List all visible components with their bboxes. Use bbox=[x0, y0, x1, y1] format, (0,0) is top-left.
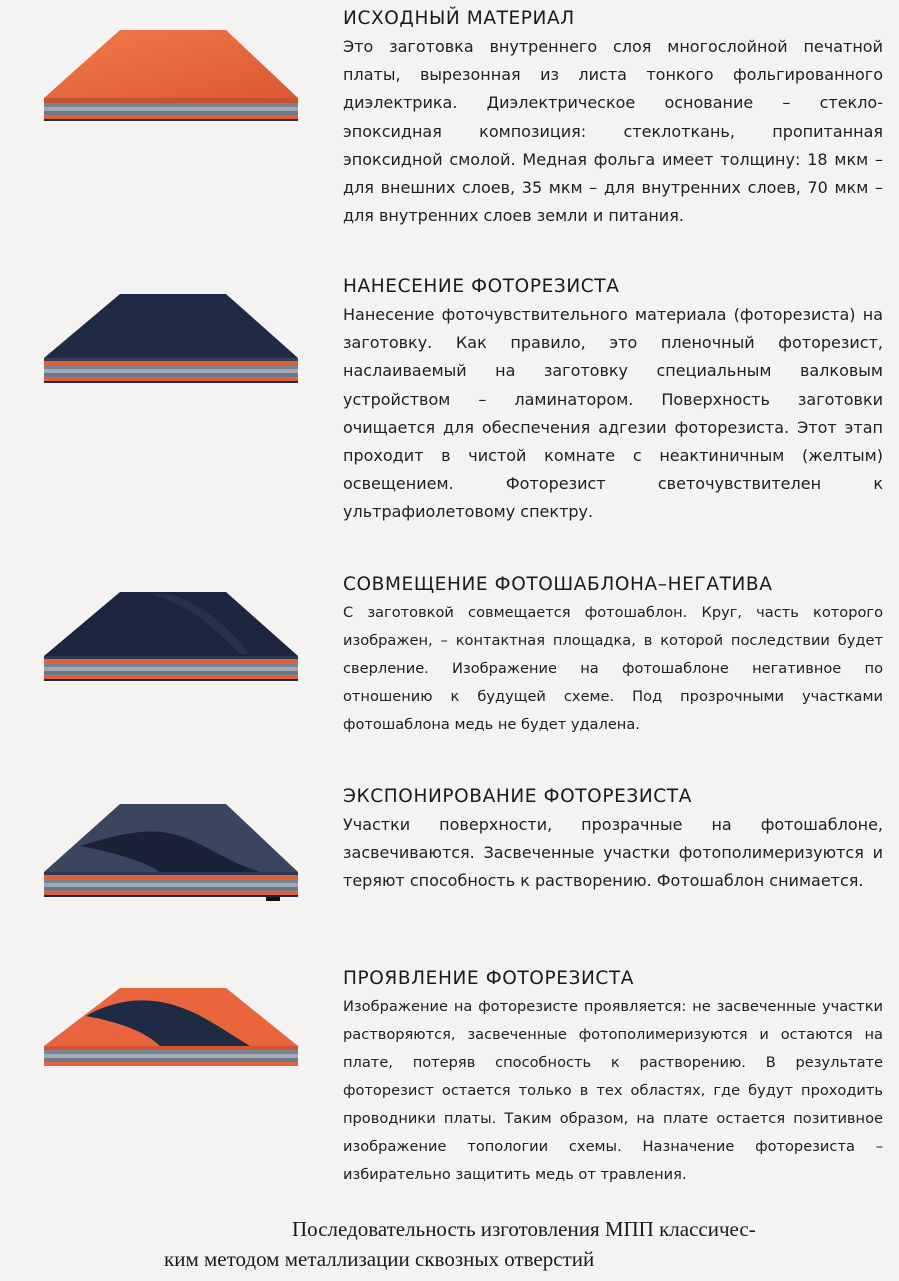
step-title: ЭКСПОНИРОВАНИЕ ФОТОРЕЗИСТА bbox=[343, 786, 692, 807]
step-title: НАНЕСЕНИЕ ФОТОРЕЗИСТА bbox=[343, 276, 620, 297]
step-description: Изображение на фоторезисте проявляется: не засвеченные участки растворяются, засвеченные фотополимеризуются и остаются на плате, потеряв способность к растворению. В результате фоторезист остается только в тех областях, где будут проходить проводники платы. Таким образом, на плате остается позитивное изображение топологии схемы. Назначение фоторезиста – избирательно защитить медь от травления. bbox=[343, 998, 883, 1183]
caption-line-2: ким методом металлизации сквозных отверстий bbox=[164, 1247, 595, 1271]
photoresist-exposure-illustration bbox=[40, 786, 300, 916]
photoresist-lamination-illustration bbox=[40, 276, 300, 396]
photoresist-development-illustration bbox=[40, 968, 300, 1088]
step-description: Участки поверхности, прозрачные на фотошаблоне, засвечиваются. Засвеченные участки фотополимеризуются и теряют способность к растворению. Фотошаблон снимается. bbox=[343, 815, 883, 891]
step-text bbox=[343, 786, 883, 896]
step-text bbox=[343, 8, 883, 230]
step-description: С заготовкой совмещается фотошаблон. Круг, часть которого изображен, – контактная площадка, в которой последствии будет сверление. Изображение на фотошаблоне негативное по отношению к будущей схеме. Под прозрочными участками фотошаблона медь не будет удалена. bbox=[343, 604, 883, 733]
figure-caption bbox=[150, 1214, 890, 1274]
step-title: СОВМЕЩЕНИЕ ФОТОШАБЛОНА–НЕГАТИВА bbox=[343, 574, 773, 595]
step-title: ИСХОДНЫЙ МАТЕРИАЛ bbox=[343, 8, 575, 29]
step-title: ПРОЯВЛЕНИЕ ФОТОРЕЗИСТА bbox=[343, 968, 635, 989]
step-description: Это заготовка внутреннего слоя многослойной печатной платы, вырезонная из листа тонкого фольгированного диэлектрика. Диэлектрическое основание – стекло-эпоксидная композиция: стеклоткань, пропитанная эпоксидной смолой. Медная фольга имеет толщину: 18 мкм – для внешних слоев, 35 мкм – для внутренних слоев, 70 мкм – для внутренних слоев земли и питания. bbox=[343, 37, 883, 226]
step-description: Нанесение фоточувствительного материала (фоторезиста) на заготовку. Как правило, это пленочный фоторезист, наслаиваемый на заготовку специальным валковым устройством – ламинатором. Поверхность заготовки очищается для обеспечения адгезии фоторезиста. Этот этап проходит в чистой комнате с неактиничным (желтым) освещением. Фоторезист светочувствителен к ультрафиолетовому спектру. bbox=[343, 305, 883, 522]
step-text bbox=[343, 968, 883, 1189]
step-text bbox=[343, 276, 883, 527]
copper-clad-blank-illustration bbox=[40, 8, 300, 128]
photomask-alignment-illustration bbox=[40, 574, 300, 694]
step-text bbox=[343, 574, 883, 739]
caption-line-1: Последовательность изготовления МПП классичес- bbox=[292, 1217, 756, 1241]
